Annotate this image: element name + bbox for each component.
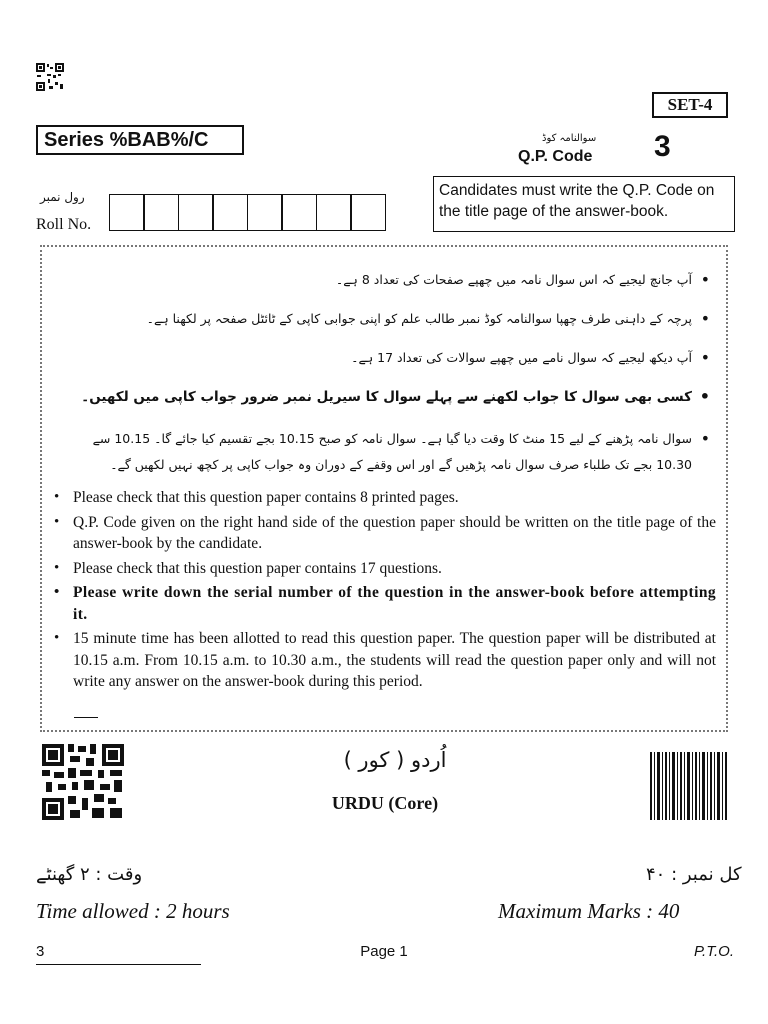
urdu-instructions [60,270,710,486]
time-allowed: Time allowed : 2 hours [36,899,230,923]
roll-no-box[interactable] [316,194,352,231]
english-instruction-item: • Please check that this question paper contains 17 questions. [52,558,716,580]
divider [74,717,98,718]
set-label: SET-4 [652,92,728,118]
pto-label: P.T.O. [693,943,734,960]
english-instructions [52,487,716,696]
roll-no-box[interactable] [178,194,214,231]
qp-code-value: 3 [654,130,671,163]
small-qr-code-icon [36,63,64,91]
qp-code-label: Q.P. Code [518,148,593,165]
roll-no-box[interactable] [212,194,248,231]
footer-divider [36,964,201,965]
roll-no-urdu-label: رول نمبر [40,190,85,204]
page-number: 3 [36,943,45,960]
urdu-instruction-item: • آپ جانچ لیجیے کہ اس سوال نامہ میں چھپے صفحات کی تعداد 8 ہے۔ [60,270,710,290]
roll-no-box[interactable] [247,194,283,231]
english-instruction-item: • Please check that this question paper contains 8 printed pages. [52,487,716,509]
roll-no-box[interactable] [143,194,179,231]
roll-no-boxes [110,194,386,231]
urdu-instruction-item: • سوال نامہ پڑھنے کے لیے 15 منٹ کا وقت دیا گیا ہے۔ سوال نامہ کو صبح 10.15 بجے تقسیم کیا جائے گا۔ 10.15 سے 10.30 بجے تک طلباء صرف سوال نامہ پڑھیں گے اور اس وقفے کے دوران وہ جواب کاپی پر کچھ نہیں لکھیں گے۔ [60,426,710,478]
urdu-instruction-item: • کسی بھی سوال کا جواب لکھنے سے پہلے سوال کا سیریل نمبر ضرور جواب کاپی میں لکھیں۔ [60,387,710,407]
urdu-instruction-item: • آپ دیکھ لیجیے کہ سوال نامے میں چھپے سوالات کی تعداد 17 ہے۔ [60,348,710,368]
roll-no-box[interactable] [350,194,386,231]
english-instruction-item: • 15 minute time has been allotted to read this question paper. The question paper will be distributed at 10.15 a.m. From 10.15 a.m. to 10.30 a.m., the students will read the question paper only and will not write any answer on the answer-book during this period. [52,628,716,693]
page-label: Page 1 [360,943,408,960]
roll-no-label: Roll No. [36,216,92,233]
max-marks-urdu: کل نمبر : ۴۰ [646,864,742,885]
subject-title: URDU (Core) [331,793,439,813]
english-instruction-item: • Q.P. Code given on the right hand side of the question paper should be written on the title page of the answer-book by the candidate. [52,512,716,555]
barcode-icon [648,752,728,820]
qp-code-urdu-label: سوالنامہ کوڈ [542,133,597,144]
candidate-note: Candidates must write the Q.P. Code on the title page of the answer-book. [433,176,735,232]
series-label: Series %BAB%/C [36,125,244,155]
urdu-instruction-item: • پرچہ کے داہنی طرف چھپا سوالنامہ کوڈ نمبر طالب علم کو اپنی جوابی کاپی کے ٹائٹل صفحہ پر لکھنا ہے۔ [60,309,710,329]
time-allowed-urdu: وقت : ۲ گھنٹے [36,864,143,885]
roll-no-box[interactable] [281,194,317,231]
subject-urdu-title: اُردو ( کور ) [343,748,447,772]
qr-code-icon [42,744,124,820]
english-instruction-item: • Please write down the serial number of the question in the answer-book before attempting it. [52,582,716,625]
roll-no-box[interactable] [109,194,145,231]
max-marks: Maximum Marks : 40 [498,899,680,923]
